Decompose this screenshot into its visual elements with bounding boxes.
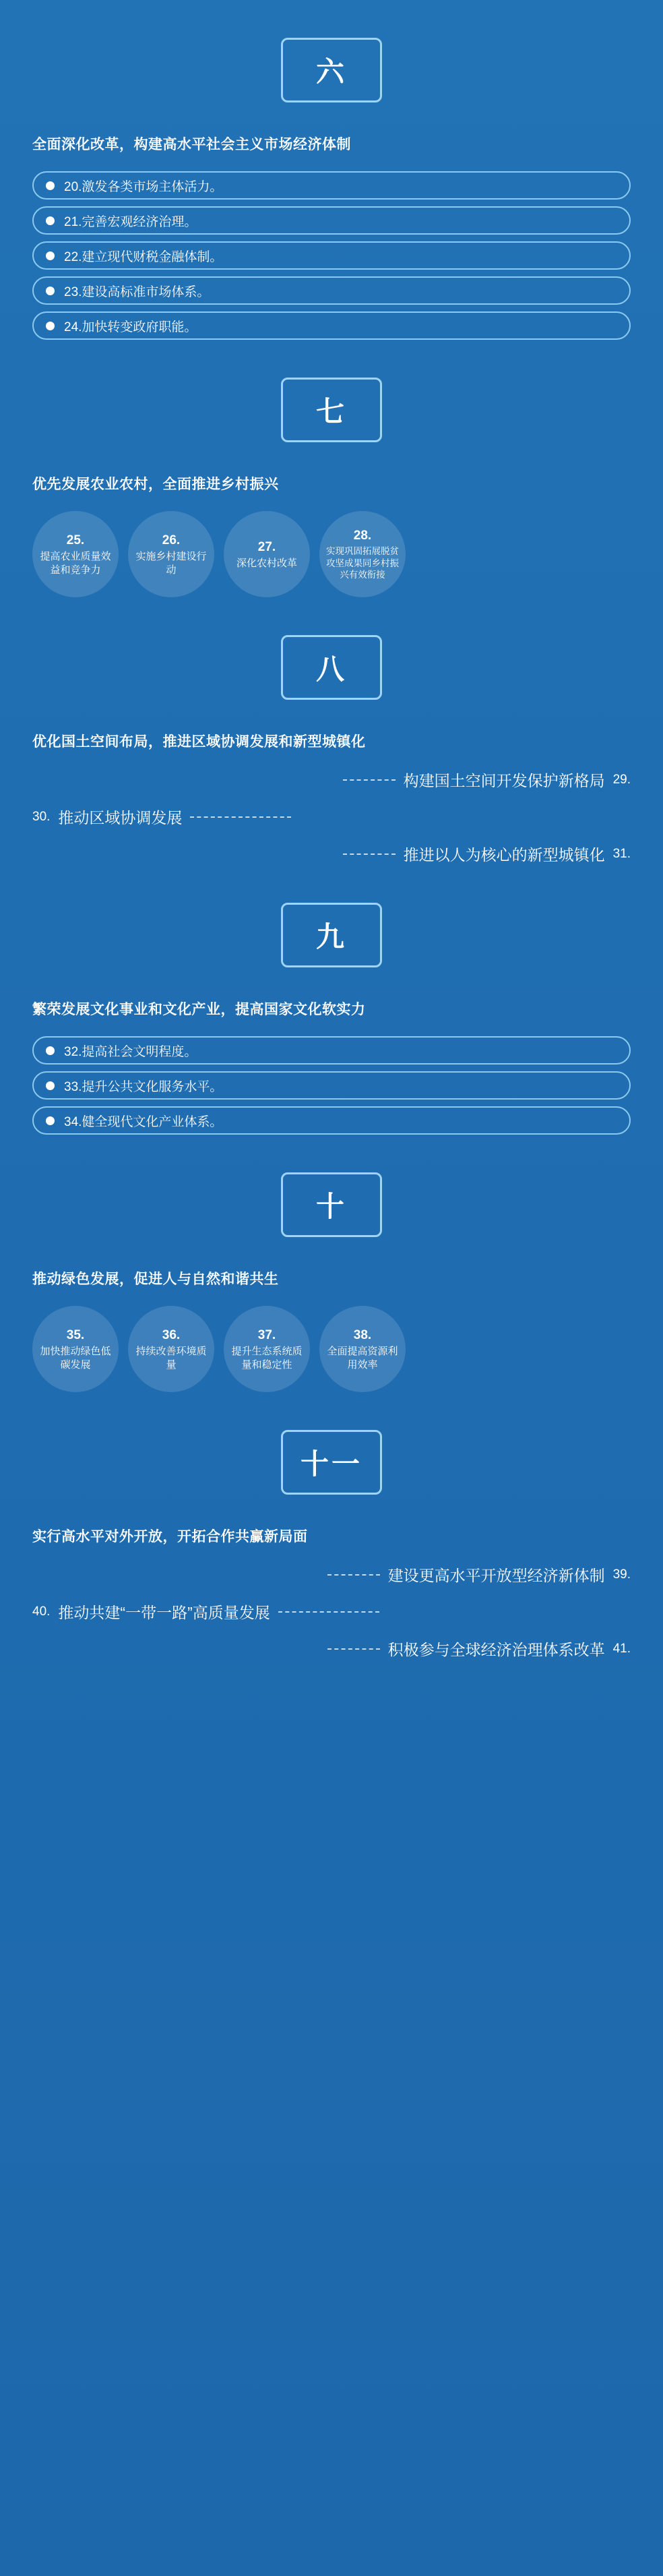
circle-number: 35. bbox=[66, 1327, 85, 1342]
dash-decoration bbox=[190, 816, 291, 818]
bullet-icon bbox=[46, 216, 55, 225]
dashed-row[interactable] bbox=[32, 806, 631, 828]
dash-decoration bbox=[327, 1574, 380, 1576]
circle-item[interactable] bbox=[224, 1306, 310, 1392]
circle-number: 25. bbox=[66, 533, 85, 547]
list-item[interactable] bbox=[32, 1106, 631, 1135]
circle-item[interactable] bbox=[32, 1306, 119, 1392]
list-item[interactable] bbox=[32, 1071, 631, 1100]
section-title: 优先发展农业农村，全面推进乡村振兴 bbox=[32, 477, 279, 492]
section-title: 繁荣发展文化事业和文化产业，提高国家文化软实力 bbox=[32, 1002, 366, 1017]
section-badge-wrap bbox=[0, 903, 663, 967]
dashed-row-label: 推动共建“一带一路”高质量发展 bbox=[58, 1604, 270, 1621]
dashed-row-number: 40. bbox=[32, 1604, 51, 1619]
list-item-label: 33.提升公共文化服务水平。 bbox=[64, 1079, 223, 1094]
section-badge: 七 bbox=[281, 378, 382, 442]
circle-item[interactable] bbox=[319, 511, 406, 597]
circle-item[interactable] bbox=[224, 511, 310, 597]
circle-row bbox=[32, 511, 631, 597]
list-item[interactable] bbox=[32, 276, 631, 305]
list-item-label: 32.提高社会文明程度。 bbox=[64, 1044, 197, 1059]
list-item-label: 22.建立现代财税金融体制。 bbox=[64, 249, 223, 264]
section-badge-wrap bbox=[0, 1172, 663, 1237]
circle-number: 38. bbox=[353, 1327, 372, 1342]
section-badge: 六 bbox=[281, 38, 382, 102]
bullet-icon bbox=[46, 1046, 55, 1055]
dashed-list bbox=[32, 1563, 631, 1660]
dashed-row-number: 31. bbox=[612, 846, 631, 861]
list-item-label: 34.健全现代文化产业体系。 bbox=[64, 1114, 223, 1129]
circle-number: 26. bbox=[162, 533, 181, 547]
circle-number: 37. bbox=[257, 1327, 276, 1342]
section-5 bbox=[0, 1268, 663, 1392]
list-item-label: 20.激发各类市场主体活力。 bbox=[64, 179, 223, 194]
dash-decoration bbox=[278, 1611, 379, 1613]
dashed-row-label: 推动区域协调发展 bbox=[58, 809, 183, 827]
dashed-row-number: 41. bbox=[612, 1641, 631, 1656]
circle-label: 深化农村改革 bbox=[236, 557, 297, 569]
section-badge-wrap bbox=[0, 378, 663, 442]
circle-label: 提升生态系统质量和稳定性 bbox=[231, 1345, 303, 1371]
dashed-row[interactable] bbox=[32, 1563, 631, 1586]
section-spacer bbox=[0, 597, 663, 635]
dashed-row[interactable] bbox=[32, 769, 631, 791]
dashed-row-number: 30. bbox=[32, 809, 51, 824]
section-badge-wrap bbox=[0, 38, 663, 102]
section-2 bbox=[0, 473, 663, 597]
section-title: 全面深化改革，构建高水平社会主义市场经济体制 bbox=[32, 137, 351, 152]
circle-number: 28. bbox=[353, 529, 372, 543]
section-spacer bbox=[0, 340, 663, 378]
circle-label: 加快推动绿色低碳发展 bbox=[40, 1345, 111, 1371]
section-spacer bbox=[0, 1392, 663, 1430]
list-item[interactable] bbox=[32, 171, 631, 200]
bullet-icon bbox=[46, 1116, 55, 1125]
section-spacer bbox=[0, 0, 663, 38]
list-item-label: 23.建设高标准市场体系。 bbox=[64, 284, 210, 299]
circle-label: 持续改善环境质量 bbox=[135, 1345, 207, 1371]
circle-label: 实施乡村建设行动 bbox=[135, 550, 207, 576]
bullet-icon bbox=[46, 287, 55, 295]
section-title: 实行高水平对外开放，开拓合作共赢新局面 bbox=[32, 1529, 308, 1545]
dash-decoration bbox=[327, 1648, 380, 1650]
dashed-row-label: 建设更高水平开放型经济新体制 bbox=[387, 1567, 605, 1584]
section-spacer bbox=[0, 1135, 663, 1172]
dashed-row-label: 构建国土空间开发保护新格局 bbox=[403, 772, 605, 789]
section-1 bbox=[0, 133, 663, 340]
bullet-icon bbox=[46, 251, 55, 260]
dashed-row[interactable] bbox=[32, 1600, 631, 1623]
circle-item[interactable] bbox=[319, 1306, 406, 1392]
section-badge: 十 bbox=[281, 1172, 382, 1237]
circle-label: 全面提高资源利用效率 bbox=[327, 1345, 398, 1371]
dashed-list bbox=[32, 769, 631, 865]
dashed-row-number: 29. bbox=[612, 772, 631, 787]
section-6 bbox=[0, 1526, 663, 1660]
list-item-label: 24.加快转变政府职能。 bbox=[64, 320, 197, 334]
dashed-row[interactable] bbox=[32, 843, 631, 865]
circle-item[interactable] bbox=[128, 1306, 214, 1392]
list-item[interactable] bbox=[32, 241, 631, 270]
circle-item[interactable] bbox=[128, 511, 214, 597]
circle-number: 36. bbox=[162, 1327, 181, 1342]
pill-list bbox=[32, 171, 631, 340]
circle-row bbox=[32, 1306, 631, 1392]
bullet-icon bbox=[46, 1081, 55, 1090]
pill-list bbox=[32, 1036, 631, 1135]
dashed-row-number: 39. bbox=[612, 1567, 631, 1582]
section-badge-wrap bbox=[0, 1430, 663, 1495]
dashed-row-label: 推进以人为核心的新型城镇化 bbox=[403, 846, 605, 864]
section-badge: 九 bbox=[281, 903, 382, 967]
dash-decoration bbox=[343, 853, 396, 855]
circle-item[interactable] bbox=[32, 511, 119, 597]
list-item-label: 21.完善宏观经济治理。 bbox=[64, 214, 197, 229]
section-badge: 八 bbox=[281, 635, 382, 700]
section-4 bbox=[0, 998, 663, 1135]
bullet-icon bbox=[46, 322, 55, 330]
section-spacer bbox=[0, 865, 663, 903]
bullet-icon bbox=[46, 181, 55, 190]
list-item[interactable] bbox=[32, 311, 631, 340]
dash-decoration bbox=[343, 779, 396, 781]
section-3 bbox=[0, 731, 663, 865]
list-item[interactable] bbox=[32, 206, 631, 235]
circle-label: 实现巩固拓展脱贫攻坚成果同乡村振兴有效衔接 bbox=[326, 546, 399, 580]
section-title: 优化国土空间布局，推进区域协调发展和新型城镇化 bbox=[32, 734, 366, 750]
list-item[interactable] bbox=[32, 1036, 631, 1065]
section-badge-wrap bbox=[0, 635, 663, 700]
section-title: 推动绿色发展，促进人与自然和谐共生 bbox=[32, 1271, 279, 1287]
dashed-row-label: 积极参与全球经济治理体系改革 bbox=[387, 1641, 605, 1658]
circle-label: 提高农业质量效益和竞争力 bbox=[40, 550, 111, 576]
section-badge: 十一 bbox=[281, 1430, 382, 1495]
circle-number: 27. bbox=[257, 539, 276, 554]
dashed-row[interactable] bbox=[32, 1638, 631, 1660]
